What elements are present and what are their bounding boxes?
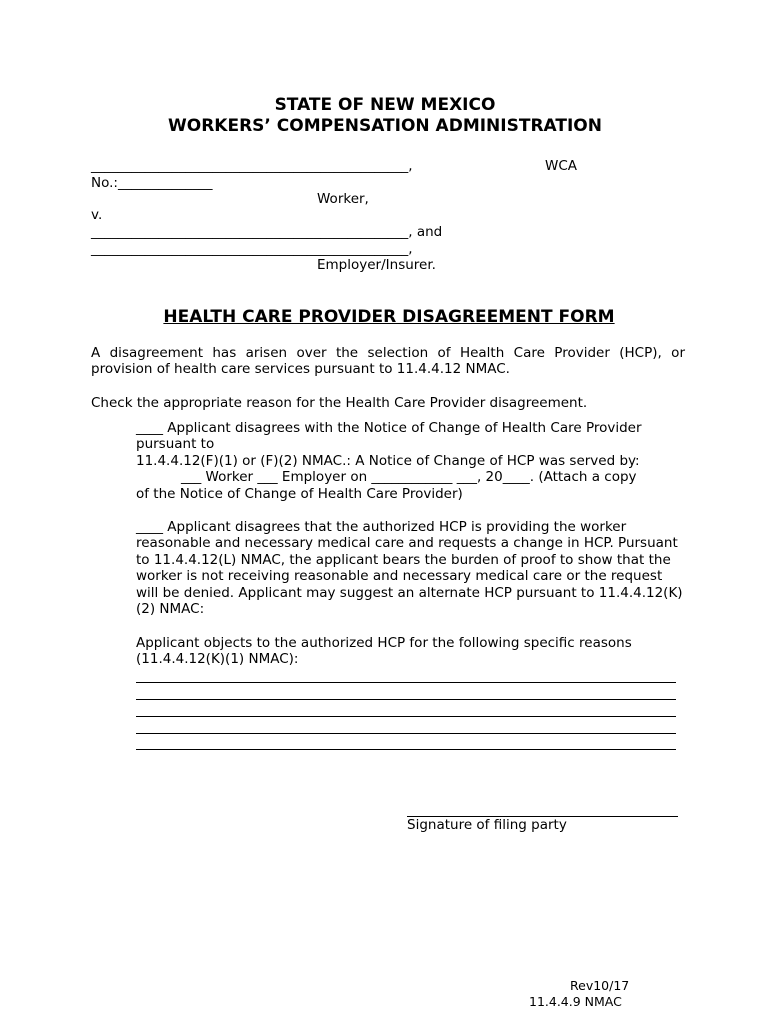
option-2-checkbox-line[interactable]: ____ Applicant disagrees that the authorized HCP is providing the worker [136, 519, 627, 535]
intro-line-2: provision of health care services pursuant to 11.4.4.12 NMAC. [91, 361, 510, 377]
form-title: HEALTH CARE PROVIDER DISAGREEMENT FORM [163, 307, 615, 327]
reason-entry-line[interactable] [136, 733, 676, 734]
reasons-line-2: (11.4.4.12(K)(1) NMAC): [136, 651, 299, 667]
wca-label: WCA [545, 158, 578, 174]
reason-entry-line[interactable] [136, 716, 676, 717]
option-2-line-2: reasonable and necessary medical care and requests a change in HCP. Pursuant [136, 535, 678, 551]
option-1-line-3: 11.4.4.12(F)(1) or (F)(2) NMAC.: A Notice of Change of HCP was served by: [136, 453, 640, 469]
insurer-name-blank[interactable]: _______________________________________________, [91, 241, 413, 257]
option-1-line-5: of the Notice of Change of Health Care Provider) [136, 486, 463, 502]
reason-entry-line[interactable] [136, 749, 676, 750]
agency-heading: WORKERS’ COMPENSATION ADMINISTRATION [168, 116, 602, 136]
option-1-line-2: pursuant to [136, 436, 215, 452]
option-2-line-5: will be denied. Applicant may suggest an alternate HCP pursuant to 11.4.4.12(K) [136, 585, 683, 601]
revision-label: Rev10/17 [570, 978, 630, 993]
signature-label: Signature of filing party [407, 817, 567, 833]
option-2-line-6: (2) NMAC: [136, 601, 205, 617]
check-instruction: Check the appropriate reason for the Health Care Provider disagreement. [91, 395, 588, 411]
option-1-served-by-line[interactable]: ___ Worker ___ Employer on ____________ ___, 20____. (Attach a copy [181, 469, 637, 485]
option-2-line-4: worker is not receiving reasonable and necessary medical care or the request [136, 568, 663, 584]
worker-label: Worker, [317, 191, 369, 207]
option-2-line-3: to 11.4.4.12(L) NMAC, the applicant bears the burden of proof to show that the [136, 552, 671, 568]
employer-insurer-label: Employer/Insurer. [317, 257, 436, 273]
reason-entry-line[interactable] [136, 699, 676, 700]
versus-label: v. [91, 207, 103, 223]
intro-line-1: A disagreement has arisen over the selection of Health Care Provider (HCP), or [91, 345, 685, 361]
rule-reference: 11.4.4.9 NMAC [529, 994, 622, 1009]
reason-entry-line[interactable] [136, 682, 676, 683]
state-heading: STATE OF NEW MEXICO [274, 95, 496, 115]
reasons-line-1: Applicant objects to the authorized HCP for the following specific reasons [136, 635, 632, 651]
employer-name-blank[interactable]: _______________________________________________, and [91, 224, 443, 240]
worker-name-blank[interactable]: _______________________________________________, [91, 158, 413, 174]
wca-number-blank[interactable]: No.:______________ [91, 175, 213, 191]
option-1-checkbox-line[interactable]: ____ Applicant disagrees with the Notice of Change of Health Care Provider [136, 420, 642, 436]
